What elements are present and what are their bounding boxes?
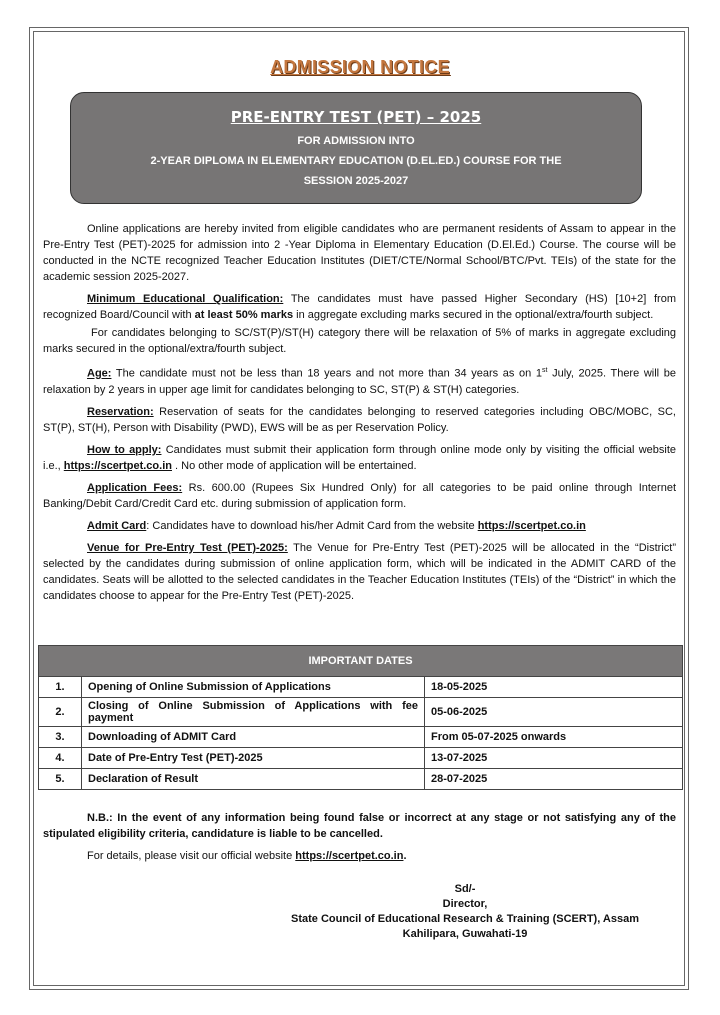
row-event: Opening of Online Submission of Applications	[82, 677, 425, 698]
how-to-apply-text-1: Candidates must submit their application form through online mode only by visiting the official website i.e.,	[43, 443, 677, 472]
age-superscript: st	[542, 367, 548, 374]
dates-header-row	[39, 646, 683, 677]
row-date: 18-05-2025	[425, 677, 683, 698]
age-paragraph	[43, 363, 676, 398]
table-row	[39, 727, 683, 748]
admit-card-heading: Admit Card	[87, 519, 147, 532]
details-link[interactable]: https://scertpet.co.in	[295, 850, 404, 862]
pet-subtitle-line-2: 2-YEAR DIPLOMA IN ELEMENTARY EDUCATION (D.EL.ED.) COURSE FOR THE	[150, 155, 562, 167]
venue-text: The Venue for Pre-Entry Test (PET)-2025 will be allocated in the “District” selected by the candidates during submission of online application form, which will be indicated in the ADMIT CARD of the candidates. Seats will be allotted to the selected candidates in the Teacher Education Institutes (TEIs) of the “District” in which the candidates choose to appear for the Pre-Entry Test (PET)-2025.	[43, 541, 676, 602]
row-number: 5.	[39, 769, 82, 790]
dates-heading: IMPORTANT DATES	[39, 646, 683, 677]
row-number: 1.	[39, 677, 82, 698]
row-event: Downloading of ADMIT Card	[82, 727, 425, 748]
age-text-2: July, 2025. There will be relaxation by 2 years in upper age limit for candidates belonging to SC, ST(P) & ST(H) categories.	[43, 367, 676, 396]
how-to-apply-text-2: . No other mode of application will be entertained.	[171, 459, 417, 472]
signature-org: State Council of Educational Research & Training (SCERT), Assam	[291, 913, 639, 925]
details-text: For details, please visit our official website	[87, 850, 296, 862]
fees-text: Rs. 600.00 (Rupees Six Hundred Only) for all categories to be paid online through Internet Banking/Debit Card/Credit Card etc. during submission of application form.	[43, 481, 676, 510]
nb-note: N.B.: In the event of any information being found false or incorrect at any stage or not satisfying any of the stipulated eligibility criteria, candidature is liable to be cancelled.	[43, 812, 676, 840]
table-row	[39, 677, 683, 698]
qualification-paragraph	[43, 291, 676, 323]
reservation-paragraph	[43, 404, 676, 436]
intro-paragraph: Online applications are hereby invited from eligible candidates who are permanent residents of Assam to appear in the Pre-Entry Test (PET)-2025 for admission into 2 -Year Diploma in Elementary Education (D.El.Ed.) Course. The course will be conducted in the NCTE recognized Teacher Education Institutes (DIET/CTE/Normal School/BTC/Pvt. TEIs) of the state for the academic session 2025-2027.	[43, 223, 676, 283]
signature-block	[230, 882, 700, 942]
qualification-text-2: in aggregate excluding marks secured in the optional/extra/fourth subject.	[293, 309, 654, 321]
admit-card-paragraph	[43, 518, 676, 534]
signature-sd: Sd/-	[454, 883, 476, 895]
relaxation-paragraph: For candidates belonging to SC/ST(P)/ST(H) category there will be relaxation of 5% of marks in aggregate excluding marks secured in the optional/extra/fourth subject.	[43, 327, 676, 355]
how-to-apply-paragraph	[43, 442, 676, 474]
pet-header-box	[70, 92, 642, 204]
footer-notes	[43, 810, 676, 864]
row-event: Closing of Online Submission of Applications with fee payment	[82, 698, 425, 727]
row-number: 3.	[39, 727, 82, 748]
reservation-text: Reservation of seats for the candidates belonging to reserved categories including OBC/MOBC, SC, ST(P), ST(H), Person with Disability (PWD), EWS will be as per Reservation Policy.	[43, 405, 676, 434]
fees-paragraph	[43, 480, 676, 512]
row-date: 28-07-2025	[425, 769, 683, 790]
table-row	[39, 698, 683, 727]
row-event: Date of Pre-Entry Test (PET)-2025	[82, 748, 425, 769]
admit-card-link[interactable]: https://scertpet.co.in	[477, 519, 586, 532]
qualification-text-1: The candidates must have passed Higher Secondary (HS) [10+2] from recognized Board/Council with	[43, 293, 676, 321]
qualification-heading: Minimum Educational Qualification:	[87, 293, 284, 305]
pet-subtitle-line-1: FOR ADMISSION INTO	[297, 135, 415, 147]
venue-paragraph	[43, 540, 676, 604]
row-date: 13-07-2025	[425, 748, 683, 769]
table-row	[39, 748, 683, 769]
important-dates-table	[38, 645, 683, 790]
signature-designation: Director,	[442, 898, 488, 910]
website-link[interactable]: https://scertpet.co.in	[63, 459, 172, 472]
row-date: From 05-07-2025 onwards	[425, 727, 683, 748]
notice-body	[43, 221, 676, 610]
age-heading: Age:	[87, 367, 112, 380]
details-line	[43, 848, 676, 864]
admit-card-text: : Candidates have to download his/her Admit Card from the website	[146, 519, 478, 532]
row-event: Declaration of Result	[82, 769, 425, 790]
pet-subtitle-line-3: SESSION 2025-2027	[303, 175, 409, 187]
row-number: 2.	[39, 698, 82, 727]
signature-address: Kahilipara, Guwahati-19	[402, 928, 528, 940]
how-to-apply-heading: How to apply:	[87, 443, 162, 456]
details-end: .	[403, 850, 407, 862]
pet-title: PRE-ENTRY TEST (PET) – 2025	[230, 108, 482, 126]
qualification-marks: at least 50% marks	[194, 309, 294, 321]
venue-heading: Venue for Pre-Entry Test (PET)-2025:	[87, 541, 288, 554]
reservation-heading: Reservation:	[87, 405, 154, 418]
age-text-1: The candidate must not be less than 18 years and not more than 34 years as on 1	[111, 367, 542, 380]
notice-title: ADMISSION NOTICE	[270, 57, 450, 77]
table-row	[39, 769, 683, 790]
fees-heading: Application Fees:	[87, 481, 183, 494]
row-number: 4.	[39, 748, 82, 769]
row-date: 05-06-2025	[425, 698, 683, 727]
